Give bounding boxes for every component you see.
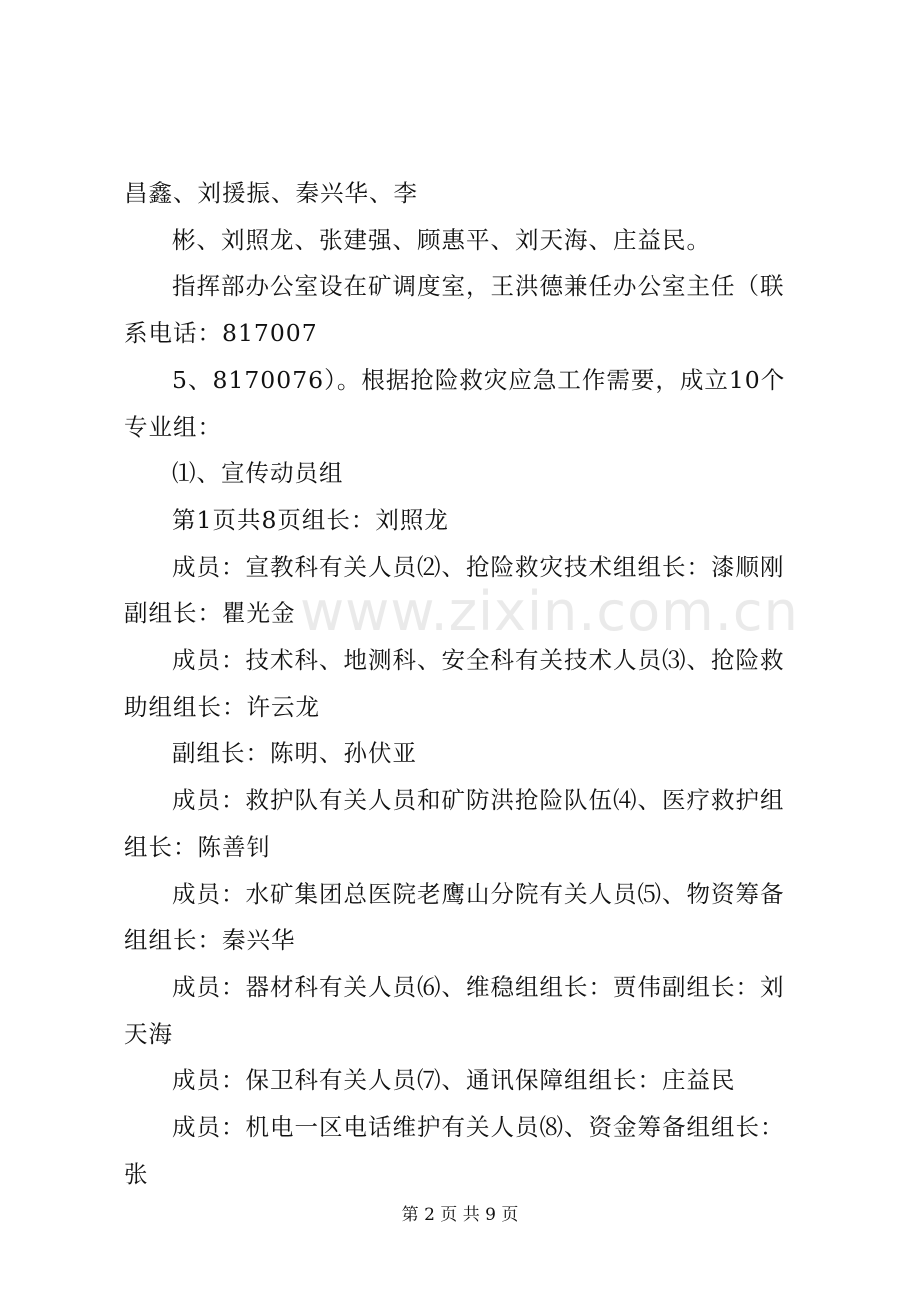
paragraph-5: ⑴、宣传动员组 — [172, 459, 344, 488]
paragraph-8: 成员：技术科、地测科、安全科有关技术人员⑶、抢险救助组组长：许云龙 — [124, 646, 785, 721]
paragraph-2: 彬、刘照龙、张建强、顾惠平、刘天海、庄益民。 — [172, 225, 711, 254]
paragraph-11: 成员：水矿集团总医院老鹰山分院有关人员⑸、物资筹备组组长：秦兴华 — [124, 879, 785, 955]
paragraph-12: 成员：器材科有关人员⑹、维稳组组长：贾伟副组长：刘天海 — [124, 972, 785, 1048]
paragraph-4: 5、8170076）。根据抢险救灾应急工作需要，成立10个专业组： — [124, 365, 786, 441]
paragraph-3: 指挥部办公室设在矿调度室，王洪德兼任办公室主任（联系电话：817007 — [124, 272, 785, 348]
paragraph-10: 成员：救护队有关人员和矿防洪抢险队伍⑷、医疗救护组组长：陈善钊 — [124, 786, 785, 861]
watermark-text: www.zixin.com.cn — [300, 580, 799, 643]
page-footer: 第 2 页 共 9 页 — [401, 1205, 519, 1225]
document-body — [124, 170, 800, 1197]
paragraph-14: 成员：机电一区电话维护有关人员⑻、资金筹备组组长：张 — [124, 1113, 785, 1188]
paragraph-6: 第1页共8页组长：刘照龙 — [172, 505, 449, 534]
paragraph-1: 昌鑫、刘援振、秦兴华、李 — [124, 179, 418, 207]
paragraph-7: 成员：宣教科有关人员⑵、抢险救灾技术组组长：漆顺刚副组长：瞿光金 — [124, 552, 785, 628]
paragraph-9: 副组长：陈明、孙伏亚 — [172, 739, 417, 768]
paragraph-13: 成员：保卫科有关人员⑺、通讯保障组组长：庄益民 — [172, 1066, 736, 1095]
